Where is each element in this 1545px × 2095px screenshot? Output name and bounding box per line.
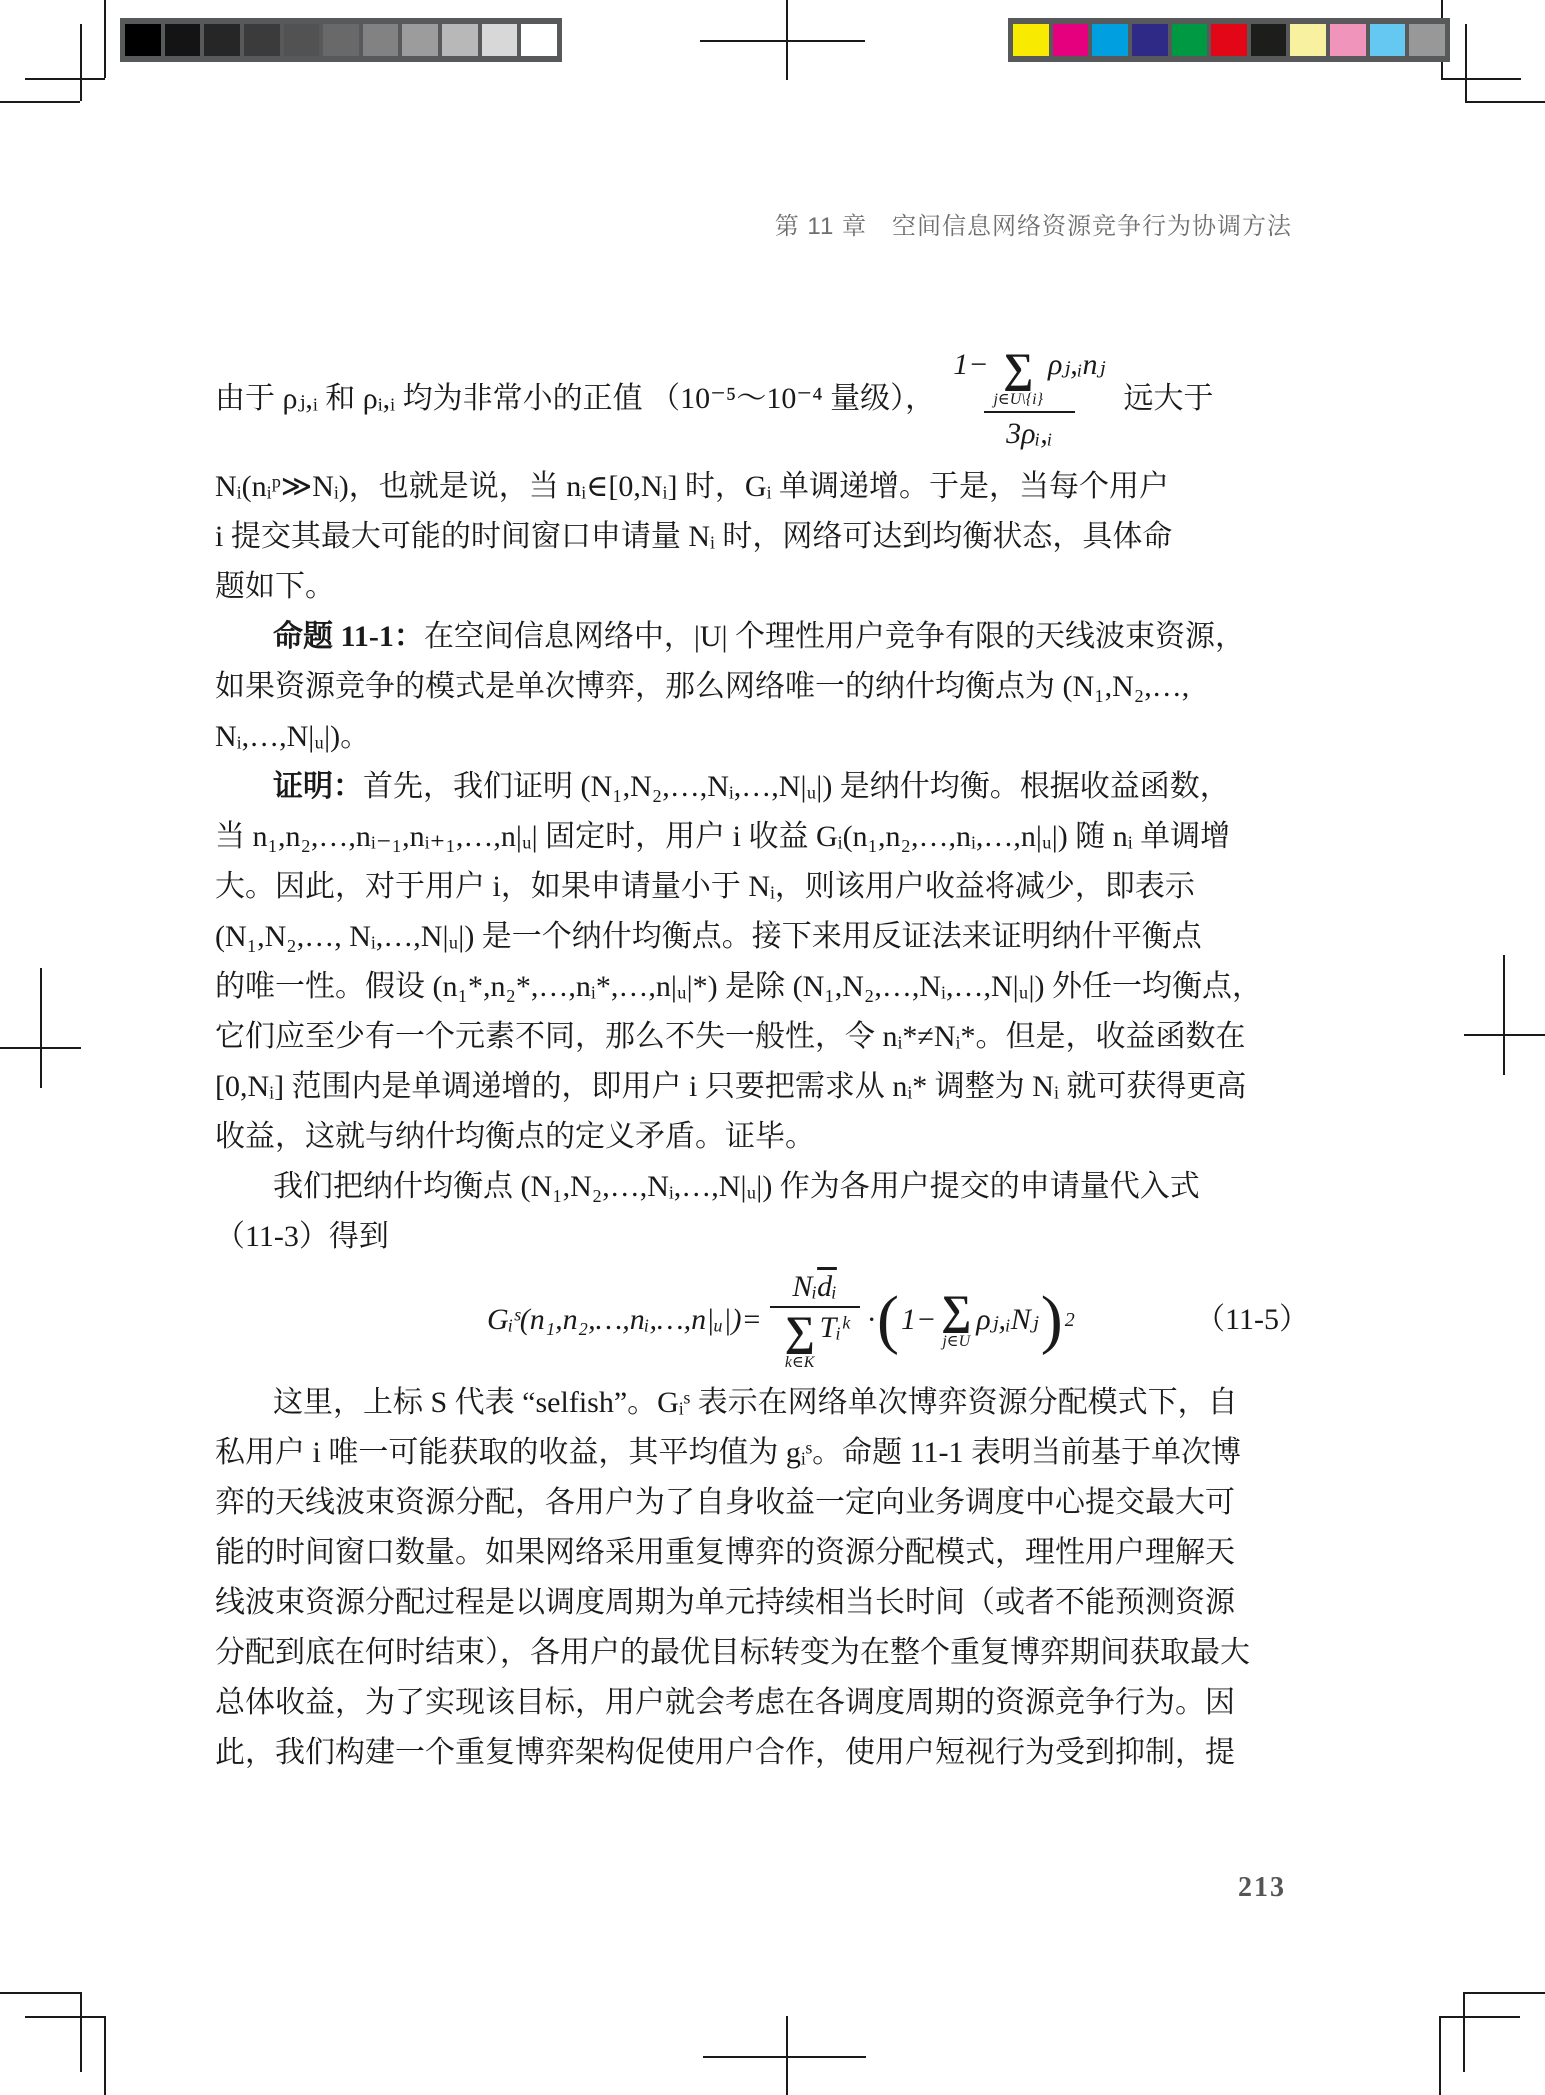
summation [784,1308,815,1371]
fraction-numerator [786,1270,843,1306]
crop-mark [1465,1992,1545,1994]
crop-mark [80,24,82,101]
register-mark-mid-right [1503,955,1505,1075]
sigma-symbol: ∑ [784,1308,815,1355]
line-text: 当 n₁,n₂,…,nᵢ₋₁,nᵢ₊₁,…,n|ᵤ| 固定时，用户 i 收益 Gᵢ(n₁,n₂,…,nᵢ,…,n|ᵤ|) 随 nᵢ 单调增 [215,820,1231,853]
bold-run: 证明： [273,770,363,803]
line-text: 它们应至少有一个元素不同，那么不失一般性，令 nᵢ*≠Nᵢ*。但是，收益函数在 [215,1020,1246,1053]
math-term-overline: $\overline{dᵢ}$ [817,1269,837,1303]
text-line [215,1062,1295,1112]
crop-mark [104,0,106,78]
text-line [215,1112,1295,1162]
open-paren: ( [877,1283,900,1356]
calibration-swatch [165,24,201,56]
text-line [215,762,1295,812]
line-text: 大。因此，对于用户 i，如果申请量小于 Nᵢ，则该用户收益将减少，即表示 [215,870,1195,903]
equation-fraction [770,1270,860,1371]
calibration-swatch [442,24,478,56]
line-text: 这里，上标 S 代表 “selfish”。Gᵢˢ 表示在网络单次博弈资源分配模式下，自 [273,1386,1238,1419]
text-line [215,1528,1295,1578]
crop-mark [80,1992,82,2072]
text-line [215,912,1295,962]
chapter-running-head: 第 11 章 空间信息网络资源竞争行为协调方法 [774,213,1292,240]
line-text: 题如下。 [215,570,335,603]
math-term: 1− [953,348,989,381]
crop-mark [1465,24,1467,101]
math-term: 1− [901,1303,937,1336]
calibration-swatch [1172,24,1208,56]
line-text: 此，我们构建一个重复博弈架构促使用户合作，使用户短视行为受到抑制，提 [215,1736,1235,1769]
equation-number: （11-5） [1195,1303,1309,1336]
calibration-swatch [402,24,438,56]
calibration-swatch [482,24,518,56]
math-term: Tᵢᵏ [819,1310,850,1344]
text-line [215,1378,1295,1428]
text-line [215,662,1295,712]
line-text: 弈的天线波束资源分配，各用户为了自身收益一定向业务调度中心提交最大可 [215,1486,1235,1519]
line-text: 私用户 i 唯一可能获取的收益，其平均值为 gᵢˢ。命题 11-1 表明当前基于单次博 [215,1436,1241,1469]
line-text: 如果资源竞争的模式是单次博弈，那么网络唯一的纳什均衡点为 (N₁,N₂,…, [215,670,1190,703]
sigma-subscript: j∈U\{i} [993,391,1043,408]
grayscale-calibration-bar [120,18,562,62]
text-line [215,862,1295,912]
equation-11-5 [215,1262,1309,1378]
line-text: i 提交其最大可能的时间窗口申请量 Nᵢ 时，网络可达到均衡状态，具体命 [215,520,1173,553]
text-line [215,562,1295,612]
text-line [215,1428,1295,1478]
text-line [215,1012,1295,1062]
text-line [215,1162,1295,1212]
calibration-swatch [1053,24,1089,56]
crop-mark [1463,1992,1465,2072]
page-number: 213 [1238,1872,1286,1903]
line-text: 分配到底在何时结束），各用户的最优目标转变为在整个重复博弈期间获取最大 [215,1636,1250,1669]
calibration-swatch [1132,24,1168,56]
text-line [215,612,1295,662]
crop-mark [1439,2016,1441,2095]
calibration-swatch [1370,24,1406,56]
math-term: ρⱼ,ᵢNⱼ [976,1303,1039,1336]
calibration-swatch [1409,24,1445,56]
math-term: ρⱼ,ᵢnⱼ [1047,348,1106,381]
body-text [215,336,1309,1778]
exponent: 2 [1064,1309,1075,1331]
bold-run: 命题 11-1： [273,620,424,653]
summation [941,1290,971,1350]
crop-mark [0,101,80,103]
line-text: Nᵢ(nᵢᵖ≫Nᵢ)，也就是说，当 nᵢ∈[0,Nᵢ] 时，Gᵢ 单调递增。于是，当每个用户 [215,470,1170,503]
calibration-swatch [284,24,320,56]
calibration-swatch [1211,24,1247,56]
line-text: 首先，我们证明 (N₁,N₂,…,Nᵢ,…,N|ᵤ|) 是纳什均衡。根据收益函数， [363,770,1230,803]
line-text: 总体收益，为了实现该目标，用户就会考虑在各调度周期的资源竞争行为。因 [215,1686,1235,1719]
calibration-swatch [1330,24,1366,56]
text-line [215,1728,1295,1778]
crop-mark [1441,78,1521,80]
close-paren: ) [1040,1283,1063,1356]
text-line-with-fraction [215,336,1295,462]
text-line [215,812,1295,862]
line-text: （11-3）得到 [215,1220,389,1253]
text-line [215,962,1295,1012]
multiplication-dot: · [867,1303,876,1336]
equation-lhs: Gᵢˢ(n₁,n₂,…,nᵢ,…,n|ᵤ|)= [487,1303,762,1336]
sigma-symbol: ∑ [1003,346,1034,392]
inline-fraction [945,348,1113,450]
line-text: 在空间信息网络中，|U| 个理性用户竞争有限的天线波束资源， [423,620,1246,653]
calibration-swatch [1013,24,1049,56]
line-text: 我们把纳什均衡点 (N₁,N₂,…,Nᵢ,…,N|ᵤ|) 作为各用户提交的申请量代入式 [273,1170,1200,1203]
fraction-numerator [945,348,1113,411]
calibration-swatch [1290,24,1326,56]
register-mark-mid-right [1464,1034,1545,1036]
line-text: 能的时间窗口数量。如果网络采用重复博弈的资源分配模式，理性用户理解天 [215,1536,1235,1569]
crop-mark [1465,101,1545,103]
calibration-swatch [204,24,240,56]
text-line [215,1628,1295,1678]
text-line [215,462,1295,512]
text-line [215,1678,1295,1728]
calibration-swatch [323,24,359,56]
fraction-denominator [770,1306,860,1371]
text-line [215,712,1295,762]
line-text: Nᵢ,…,N|ᵤ|)。 [215,720,371,753]
crop-mark [25,78,105,80]
inline-text: 远大于 [1123,382,1214,415]
sigma-subscript: k∈K [784,1353,815,1371]
register-mark-bottom-center [703,2056,866,2058]
color-calibration-bar [1008,18,1450,62]
calibration-swatch [125,24,161,56]
calibration-swatch [1092,24,1128,56]
crop-mark [25,2016,105,2018]
calibration-swatch [244,24,280,56]
calibration-swatch [1251,24,1287,56]
register-mark-mid-left [0,1047,81,1049]
text-line [215,1478,1295,1528]
text-line [215,512,1295,562]
summation [993,348,1043,408]
calibration-swatch [521,24,557,56]
crop-mark [104,2016,106,2095]
line-text: [0,Nᵢ] 范围内是单调递增的，即用户 i 只要把需求从 nᵢ* 调整为 Nᵢ 就可获得更高 [215,1070,1247,1103]
calibration-swatch [363,24,399,56]
sigma-subscript: j∈U [942,1333,971,1350]
text-line [215,1578,1295,1628]
line-text: 收益，这就与纳什均衡点的定义矛盾。证毕。 [215,1120,815,1153]
sigma-symbol: ∑ [941,1288,972,1334]
inline-text: 由于 ρⱼ,ᵢ 和 ρᵢ,ᵢ 均为非常小的正值 （10⁻⁵～10⁻⁴ 量级）， [215,382,936,415]
line-text: 的唯一性。假设 (n₁*,n₂*,…,nᵢ*,…,n|ᵤ|*) 是除 (N₁,N₂,…,Nᵢ,…,N|ᵤ|) 外任一均衡点， [215,970,1262,1003]
crop-mark [0,1992,80,1994]
math-term: Nᵢ [792,1269,818,1303]
line-text: 线波束资源分配过程是以调度周期为单元持续相当长时间（或者不能预测资源 [215,1586,1235,1619]
register-mark-top-center [700,40,865,42]
text-line [215,1212,1295,1262]
fraction-denominator: 3ρᵢ,ᵢ [984,411,1074,450]
equation-body [487,1270,1075,1371]
crop-mark [1440,2016,1520,2018]
register-mark-mid-left [40,968,42,1088]
line-text: (N₁,N₂,…, Nᵢ,…,N|ᵤ|) 是一个纳什均衡点。接下来用反证法来证明纳什平衡点 [215,920,1202,953]
